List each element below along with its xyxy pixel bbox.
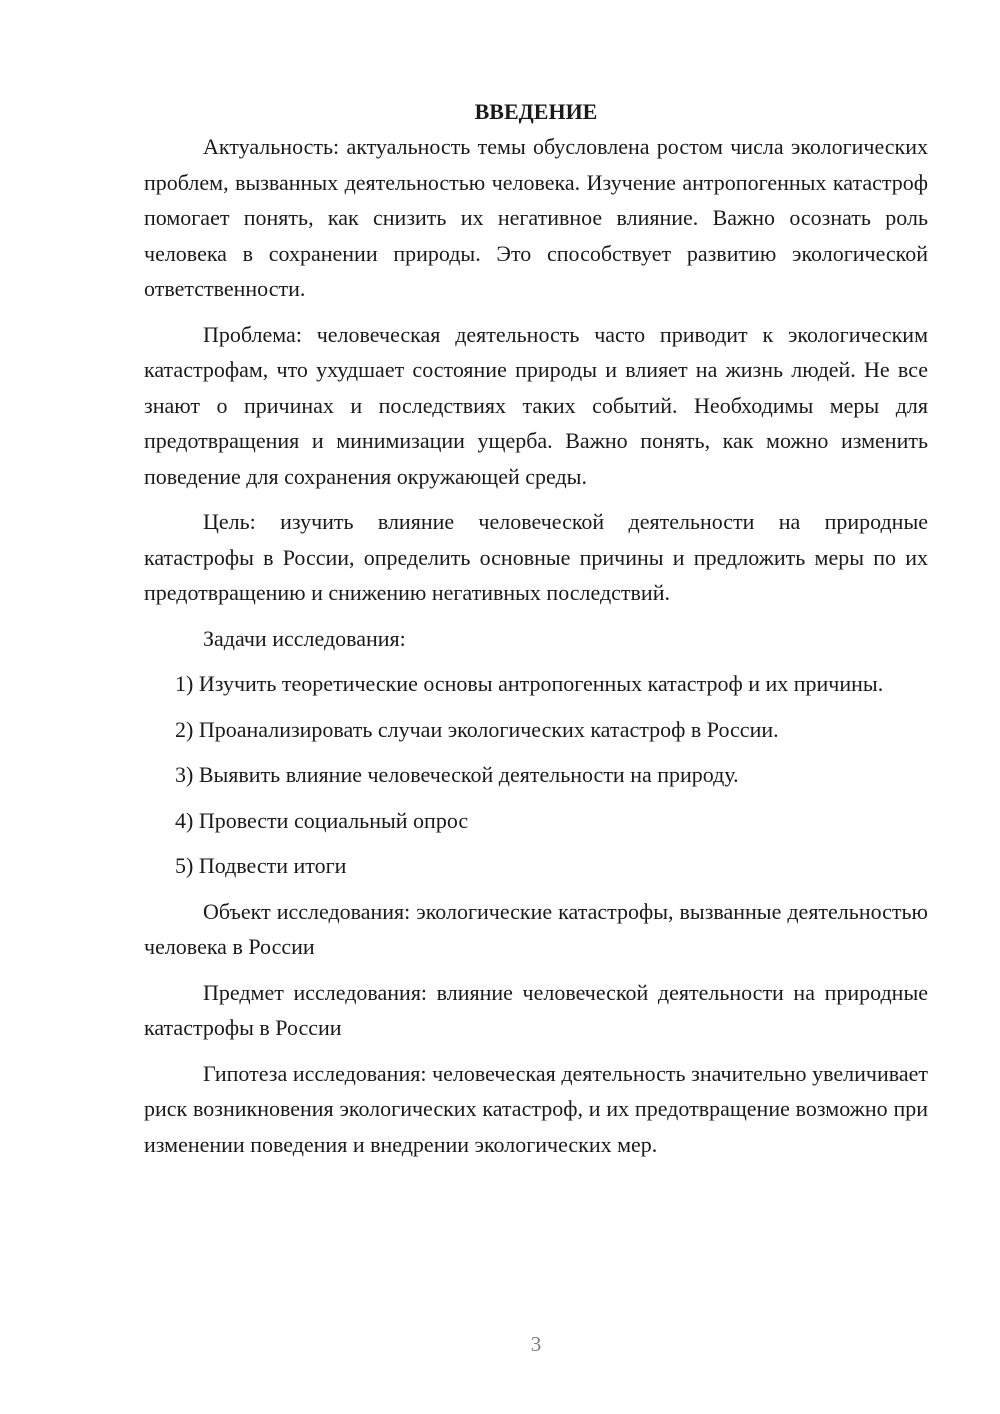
task-item-3: 3) Выявить влияние человеческой деятельности на природу. bbox=[175, 762, 739, 787]
paragraph-relevance: Актуальность: актуальность темы обусловлена ростом числа экологических проблем, вызванных деятельностью человека. Изучение антропогенных катастроф помогает понять, как снизить их негативное влияние. Важно осознать роль человека в сохранении природы. Это способствует развитию экологической ответственности. bbox=[144, 134, 928, 301]
tasks-heading: Задачи исследования: bbox=[203, 625, 406, 651]
page-number: 3 bbox=[530, 1332, 542, 1356]
task-item-5: 5) Подвести итоги bbox=[175, 853, 347, 878]
task-item-1: 1) Изучить теоретические основы антропогенных катастроф и их причины. bbox=[175, 671, 884, 696]
paragraph-goal: Цель: изучить влияние человеческой деятельности на природные катастрофы в России, определить основные причины и предложить меры по их предотвращению и снижению негативных последствий. bbox=[144, 509, 928, 605]
document-page bbox=[144, 94, 928, 1172]
paragraph-problem: Проблема: человеческая деятельность часто приводит к экологическим катастрофам, что ухудшает состояние природы и влияет на жизнь людей. Не все знают о причинах и последствиях таких событий. Необходимы меры для предотвращения и минимизации ущерба. Важно понять, как можно изменить поведение для сохранения окружающей среды. bbox=[144, 321, 928, 489]
task-item-2: 2) Проанализировать случаи экологических катастроф в России. bbox=[175, 716, 779, 742]
task-item-4: 4) Провести социальный опрос bbox=[175, 807, 469, 833]
paragraph-object: Объект исследования: экологические катастрофы, вызванные деятельностью человека в России bbox=[144, 898, 928, 959]
section-heading: ВВЕДЕНИЕ bbox=[474, 99, 598, 124]
paragraph-hypothesis: Гипотеза исследования: человеческая деятельность значительно увеличивает риск возникновения экологических катастроф, и их предотвращение возможно при изменении поведения и внедрении экологических мер. bbox=[144, 1060, 928, 1157]
paragraph-subject: Предмет исследования: влияние человеческой деятельности на природные катастрофы в России bbox=[144, 979, 928, 1040]
